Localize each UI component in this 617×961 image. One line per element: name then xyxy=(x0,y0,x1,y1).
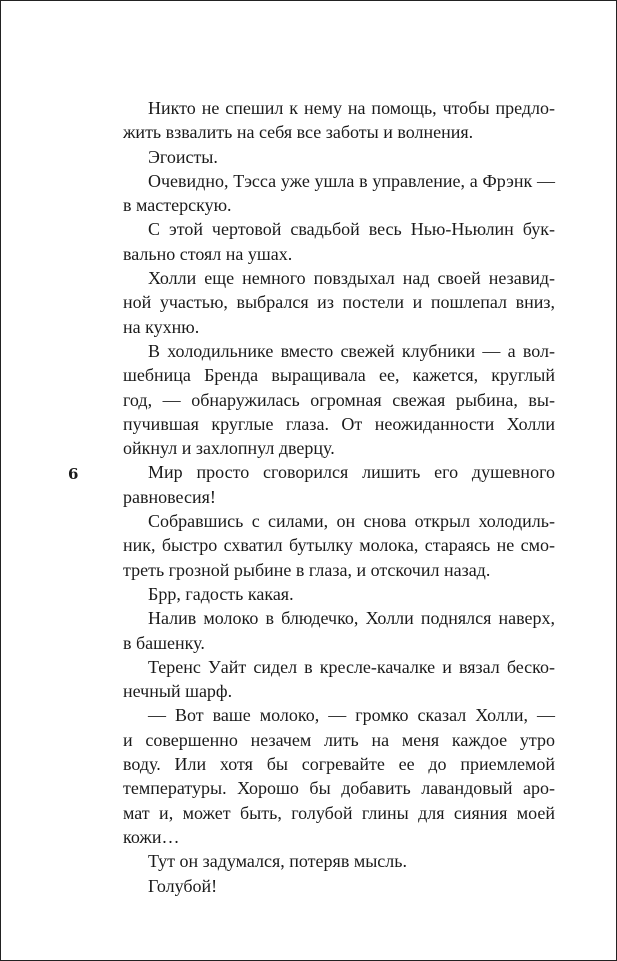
text-line: кожи… xyxy=(123,826,180,847)
text-line: Голубой! xyxy=(148,875,218,896)
text-line: и совершенно незачем лить на меня каждое утро xyxy=(123,729,555,750)
text-line: пучившая круглые глаза. От неожиданности Холли xyxy=(123,413,555,434)
text-line: Теренс Уайт сидел в кресле-качалке и вязал беско- xyxy=(148,656,555,677)
text-line: нечный шарф. xyxy=(123,681,233,702)
text-line: ной участью, выбрался из постели и пошлепал вниз, xyxy=(123,292,555,313)
text-line: мат и, может быть, голубой глины для сияния моей xyxy=(123,802,555,823)
text-line: Мир просто сговорился лишить его душевного xyxy=(148,462,555,483)
text-line: Никто не спешил к нему на помощь, чтобы предло- xyxy=(148,98,555,118)
text-line: год, — обнаружилась огромная свежая рыбина, вы- xyxy=(123,389,555,410)
text-line: ник, быстро схватил бутылку молока, стараясь не смо- xyxy=(123,535,555,556)
text-line: Брр, гадость какая. xyxy=(148,583,294,604)
text-line: ойкнул и захлопнул дверцу. xyxy=(123,438,335,459)
text-line: Собравшись с силами, он снова открыл холодиль- xyxy=(148,511,555,532)
text-line: С этой чертовой свадьбой весь Нью-Ньюлин бук- xyxy=(148,219,555,240)
text-line: в мастерскую. xyxy=(123,195,232,216)
body-text xyxy=(123,96,555,898)
text-line: на кухню. xyxy=(123,316,200,337)
text-line: Тут он задумался, потеряв мысль. xyxy=(148,851,407,872)
text-line: Холли еще немного повздыхал над своей незавид- xyxy=(148,268,555,289)
text-line: воду. Или хотя бы согревайте ее до приемлемой xyxy=(123,754,555,775)
text-line: шебница Бренда выращивала ее, кажется, круглый xyxy=(123,365,555,386)
text-line: Налив молоко в блюдечко, Холли поднялся наверх, xyxy=(148,608,555,629)
text-line: Очевидно, Тэсса уже ушла в управление, а Фрэнк — xyxy=(148,170,555,191)
text-line: в башенку. xyxy=(123,632,205,653)
text-line: Эгоисты. xyxy=(148,146,218,167)
page-number: 6 xyxy=(68,465,79,483)
text-line: равновесия! xyxy=(123,486,216,507)
text-line: — Вот ваше молоко, — громко сказал Холли, — xyxy=(148,705,555,726)
text-line: треть грозной рыбине в глаза, и отскочил назад. xyxy=(123,559,491,580)
text-line: жить взвалить на себя все заботы и волнения. xyxy=(123,122,474,143)
text-line: В холодильнике вместо свежей клубники — а вол- xyxy=(148,340,555,361)
text-line: температуры. Хорошо бы добавить лавандовый аро- xyxy=(123,778,555,799)
text-line: вально стоял на ушах. xyxy=(123,243,293,264)
